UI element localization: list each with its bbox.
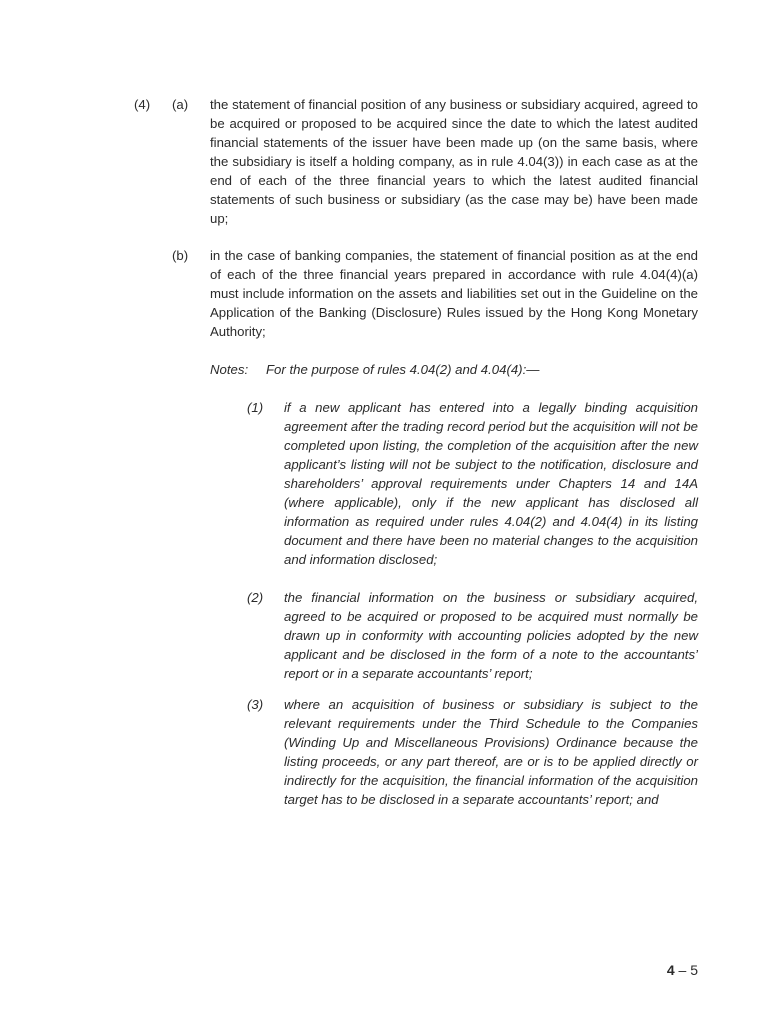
note-1-paragraph [284,398,698,569]
item-a-paragraph [210,95,698,228]
note-1-text: if a new applicant has entered into a legally binding acquisition agreement after the trading record period but the acquisition will not be completed upon listing, the completion of the acquisition after the new applicant’s listing will not be subject to the notification, disclosure and shareholders’ approval requirements under Chapters 14 and 14A (where applicable), only if the new applicant has disclosed all information as required under rules 4.04(2) and 4.04(4) in its listing document and there have been no material changes to the acquisition and information disclosed; [284,400,698,567]
page-index: 5 [690,962,698,978]
rule-number: (4) [134,97,151,112]
item-b-label: (b) [172,248,189,263]
notes-heading: Notes: [210,362,249,377]
note-2-label: (2) [247,590,264,605]
page-separator: – [674,962,691,978]
notes-intro: For the purpose of rules 4.04(2) and 4.04(4):— [266,362,540,377]
item-a-text: the statement of financial position of any business or subsidiary acquired, agreed to be acquired or proposed to be acquired since the date to which the latest audited financial statements of the issuer have been made up (on the same basis, where the subsidiary is itself a holding company, as in rule 4.04(3)) in each case as at the end of each of the three financial years to which the latest audited financial statements of such business or subsidiary (as the case may be) have been made up; [210,97,698,226]
note-3-text: where an acquisition of business or subsidiary is subject to the relevant requirements under the Third Schedule to the Companies (Winding Up and Miscellaneous Provisions) Ordinance because the listing proceeds, or any part thereof, are or is to be applied directly or indirectly for the acquisition, the financial information of the acquisition target has to be disclosed in a separate accountants’ report; and [284,697,698,807]
note-2-paragraph [284,588,698,683]
page-number [667,960,698,980]
item-b-paragraph [210,246,698,341]
item-b-text: in the case of banking companies, the statement of financial position as at the end of each of the three financial years prepared in accordance with rule 4.04(4)(a) must include information on the assets and liabilities set out in the Guideline on the Application of the Banking (Disclosure) Rules issued by the Hong Kong Monetary Authority; [210,248,698,339]
note-3-paragraph [284,695,698,809]
note-2-text: the financial information on the business or subsidiary acquired, agreed to be acquired or proposed to be acquired must normally be drawn up in conformity with accounting policies adopted by the new applicant and be disclosed in the form of a note to the accountants’ report or in a separate accountants’ report; [284,590,698,681]
note-3-label: (3) [247,697,264,712]
note-1-label: (1) [247,400,264,415]
chapter-number: 4 [666,962,675,978]
item-a-label: (a) [172,97,189,112]
